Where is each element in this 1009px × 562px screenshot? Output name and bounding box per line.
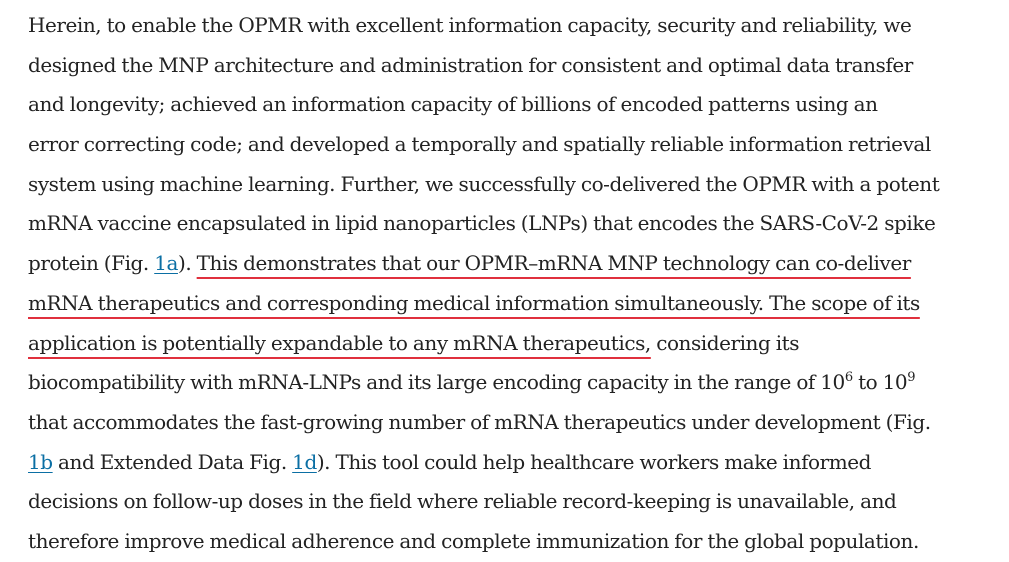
paragraph-line (28, 363, 988, 403)
paragraph-line: and longevity; achieved an information capacity of billions of encoded patterns using an (28, 92, 878, 117)
figure-1b-link[interactable]: 1b (28, 449, 53, 474)
highlighted-sentence: mRNA therapeutics and corresponding medical information simultaneously. The scope of its (28, 290, 920, 315)
paragraph-line (28, 244, 988, 284)
paragraph-text: to 10 (852, 370, 908, 395)
paragraph-line: mRNA vaccine encapsulated in lipid nanoparticles (LNPs) that encodes the SARS-CoV-2 spike (28, 211, 936, 236)
paragraph-line: designed the MNP architecture and administration for consistent and optimal data transfer (28, 52, 913, 77)
highlighted-sentence: application is potentially expandable to any mRNA therapeutics, (28, 330, 651, 355)
paragraph-text: ). (177, 251, 192, 276)
paragraph-text: ). This tool could help healthcare workers make informed (316, 449, 871, 474)
extended-data-figure-1d-link[interactable]: 1d (292, 449, 317, 474)
highlighted-sentence: This demonstrates that our OPMR–mRNA MNP technology can co-deliver (196, 251, 911, 276)
paragraph-line: therefore improve medical adherence and complete immunization for the global population. (28, 528, 919, 553)
paragraph-text: biocompatibility with mRNA-LNPs and its large encoding capacity in the range of 10 (28, 370, 845, 395)
paragraph-line (28, 443, 988, 483)
article-paragraph (28, 6, 988, 562)
paragraph-line: decisions on follow-up doses in the field where reliable record-keeping is unavailable, and (28, 489, 897, 514)
paragraph-line: error correcting code; and developed a temporally and spatially reliable information retrieval (28, 132, 931, 157)
paragraph-text: considering its (650, 330, 800, 355)
paragraph-line: system using machine learning. Further, we successfully co-delivered the OPMR with a potent (28, 171, 940, 196)
superscript-exponent: 6 (844, 370, 853, 386)
paragraph-line: that accommodates the fast-growing number of mRNA therapeutics under development (Fig. (28, 409, 931, 434)
paragraph-line (28, 324, 988, 364)
paragraph-line: Herein, to enable the OPMR with excellent information capacity, security and reliability, we (28, 13, 912, 37)
paragraph-text: and Extended Data Fig. (52, 449, 293, 474)
superscript-exponent: 9 (907, 370, 916, 386)
figure-1a-link[interactable]: 1a (154, 251, 178, 276)
paragraph-line (28, 284, 988, 324)
paragraph-text: protein (Fig. (28, 251, 155, 276)
